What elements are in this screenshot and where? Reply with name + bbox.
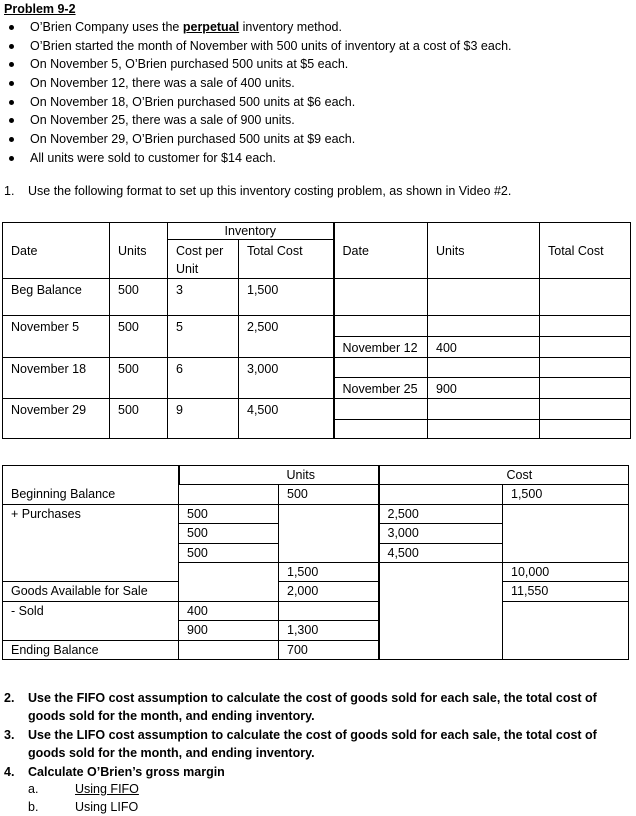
table-row: November 25 900: [3, 378, 631, 399]
bullet-item: On November 18, O’Brien purchased 500 units at $6 each.: [0, 93, 512, 112]
bullet-item: O’Brien started the month of November with 500 units of inventory at a cost of $3 each.: [0, 37, 512, 56]
bullet-item: All units were sold to customer for $14 each.: [0, 149, 512, 168]
bullet-item: On November 12, there was a sale of 400 units.: [0, 74, 512, 93]
table-row: November 5 500 5 2,500: [3, 316, 631, 337]
header-cost-per-unit: Cost per Unit: [168, 240, 239, 279]
question-list: [0, 689, 618, 781]
table-row: November 12 400: [3, 336, 631, 357]
table-row: Beginning Balance 500 1,500: [3, 485, 629, 504]
table-row: November 18 500 6 3,000: [3, 357, 631, 378]
table-row: [3, 419, 631, 438]
table-row: - Sold 400: [3, 601, 629, 620]
table-row: 500 4,500: [3, 543, 629, 562]
bullet-item: On November 25, there was a sale of 900 units.: [0, 111, 512, 130]
table-row: Goods Available for Sale 2,000 11,550: [3, 582, 629, 601]
bullet-item: O’Brien Company uses the perpetual inventory method.: [0, 18, 512, 37]
question-item: 2. Use the FIFO cost assumption to calculate the cost of goods sold for each sale, the total cost of goods sold for the month, and ending inventory.: [4, 691, 597, 724]
table-row: Ending Balance 700: [3, 640, 629, 659]
problem-title: Problem 9-2: [4, 2, 76, 16]
header-date: Date: [3, 240, 110, 279]
inventory-table: [2, 222, 631, 439]
table-row: November 29 500 9 4,500: [3, 399, 631, 420]
question-item: 3. Use the LIFO cost assumption to calculate the cost of goods sold for each sale, the total cost of goods sold for the month, and ending inventory.: [4, 727, 597, 761]
question-1: 1. Use the following format to set up this inventory costing problem, as shown in Video #2.: [4, 184, 512, 198]
bullet-list: [0, 18, 512, 168]
header-sale-units: Units: [428, 240, 540, 279]
table-row: Beg Balance 500 3 1,500: [3, 279, 631, 316]
inventory-group-header: Inventory: [168, 223, 334, 240]
bullet-item: On November 29, O’Brien purchased 500 units at $9 each.: [0, 130, 512, 149]
bullet-item: On November 5, O’Brien purchased 500 units at $5 each.: [0, 55, 512, 74]
table-row: 1,500 10,000: [3, 563, 629, 582]
header-sale-date: Date: [334, 240, 428, 279]
header-sale-total-cost: Total Cost: [540, 240, 631, 279]
table-row: + Purchases 500 2,500: [3, 504, 629, 523]
header-units: Units: [110, 240, 168, 279]
table-row: 900 1,300: [3, 621, 629, 640]
summary-table: [2, 465, 629, 660]
table-row: 500 3,000: [3, 524, 629, 543]
header-total-cost: Total Cost: [239, 240, 334, 279]
units-header: Units: [279, 466, 379, 485]
question-item: 4. Calculate O’Brien’s gross margin: [4, 764, 225, 779]
cost-header: Cost: [503, 466, 629, 485]
